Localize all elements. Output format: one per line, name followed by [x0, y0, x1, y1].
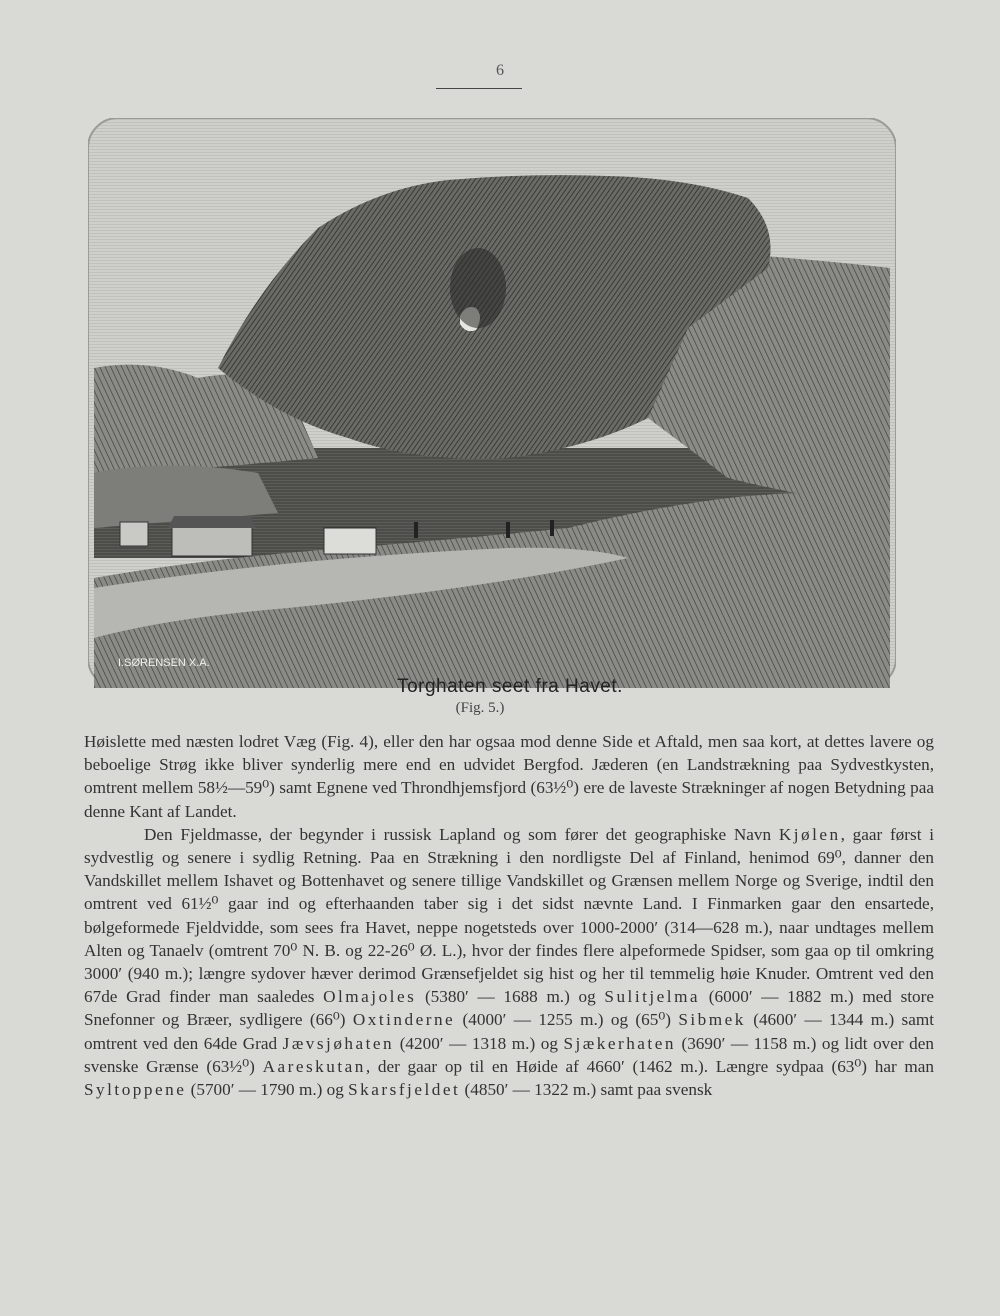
- text-span: (3690′ — 1158 m.) og lidt over den svenske Grænse (63½⁰): [84, 1033, 934, 1076]
- text-span: , gaar først i sydvestlig og senere i sydlig Retning. Paa en Strækning i den nordligste Del af Finland, henimod 69⁰, danner den Vandskillet mellem Ishavet og Bottenhavet og senere tillige Vandskillet og Grænsen mellem Norge og Sverige, indtil den omtrent ved 61½⁰ gaar ind og efterhaanden taber sig i det sidst nævnte Land. I Finmarken gaar den ensartede, bølgeformede Fjeldvidde, som sees fra Havet, neppe nogetsteds over 1000‑2000′ (314—628 m.), naar undtages mellem Alten og Tanaelv (omtrent 70⁰ N. B. og 22‑26⁰ Ø. L.), hvor der findes flere alpeformede Spidser, som gaa op til omkring 3000′ (940 m.); længre sydover hæver derimod Grænsefjeldet sig hist og her til temmelig høie Knuder. Omtrent ved den 67de Grad finder man saaledes: [84, 824, 934, 1007]
- header-rule: [436, 88, 522, 89]
- place-name: Skarsfjeldet: [348, 1080, 461, 1100]
- text-span: (4850′ — 1322 m.) samt paa svensk: [460, 1080, 713, 1100]
- text-span: (4000′ — 1255 m.) og (65⁰): [455, 1010, 679, 1030]
- place-name: Sibmek: [678, 1010, 746, 1030]
- text-span: Den Fjeldmasse, der begynder i russisk Lapland og som fører det geographiske Navn: [144, 824, 772, 844]
- figure-caption: Torghaten seet fra Havet.: [397, 676, 623, 697]
- text-span: (4200′ — 1318 m.) og: [394, 1033, 564, 1053]
- text-span: (5700′ — 1790 m.) og: [186, 1080, 349, 1100]
- place-name: Kjølen: [778, 824, 841, 844]
- text-span: (4600′ — 1344 m.) samt omtrent ved den 64de Grad: [84, 1010, 935, 1053]
- house: [120, 522, 148, 546]
- place-name: Sulitjelma: [604, 987, 701, 1007]
- place-name: Syltoppene: [84, 1080, 187, 1100]
- paragraph-1: Høislette med næsten lodret Væg (Fig. 4), eller den har ogsaa mod denne Side et Aftald, men saa kort, at dettes lavere og beboelige Strøg ikke bliver synderlig mere end en udvidet Bergfod. Jæderen (en Landstrækning paa Sydvestkysten, omtrent mellem 58½—59⁰) samt Egnene ved Throndhjemsfjord (63½⁰) ere de laveste Strækninger af nogen Betydning paa denne Kant af Landet.: [84, 732, 934, 821]
- figure-label: (Fig. 5.): [455, 700, 505, 716]
- place-name: Olmajoles: [323, 987, 417, 1007]
- text-span: (6000′ — 1882 m.) med store Snefonner og Bræer, sydligere (66⁰): [84, 987, 935, 1030]
- place-name: Sjækerhaten: [563, 1033, 676, 1053]
- place-name: Oxtinderne: [352, 1010, 456, 1030]
- text-span: , der gaar op til en Høide af 4660′ (1462 m.). Længre sydpaa (63⁰) har man: [365, 1056, 935, 1076]
- paragraph-2: [84, 823, 934, 1101]
- place-name: Aareskutan: [262, 1056, 366, 1076]
- house: [324, 528, 376, 554]
- place-name: Jævsjøhaten: [282, 1033, 395, 1053]
- engraver-signature: I.SØRENSEN X.A.: [118, 657, 210, 669]
- text-span: (5380′ — 1688 m.) og: [416, 987, 605, 1007]
- body-text: [84, 730, 934, 1101]
- page-number: 6: [496, 62, 504, 79]
- house: [172, 526, 252, 556]
- engraving-illustration: [88, 118, 896, 688]
